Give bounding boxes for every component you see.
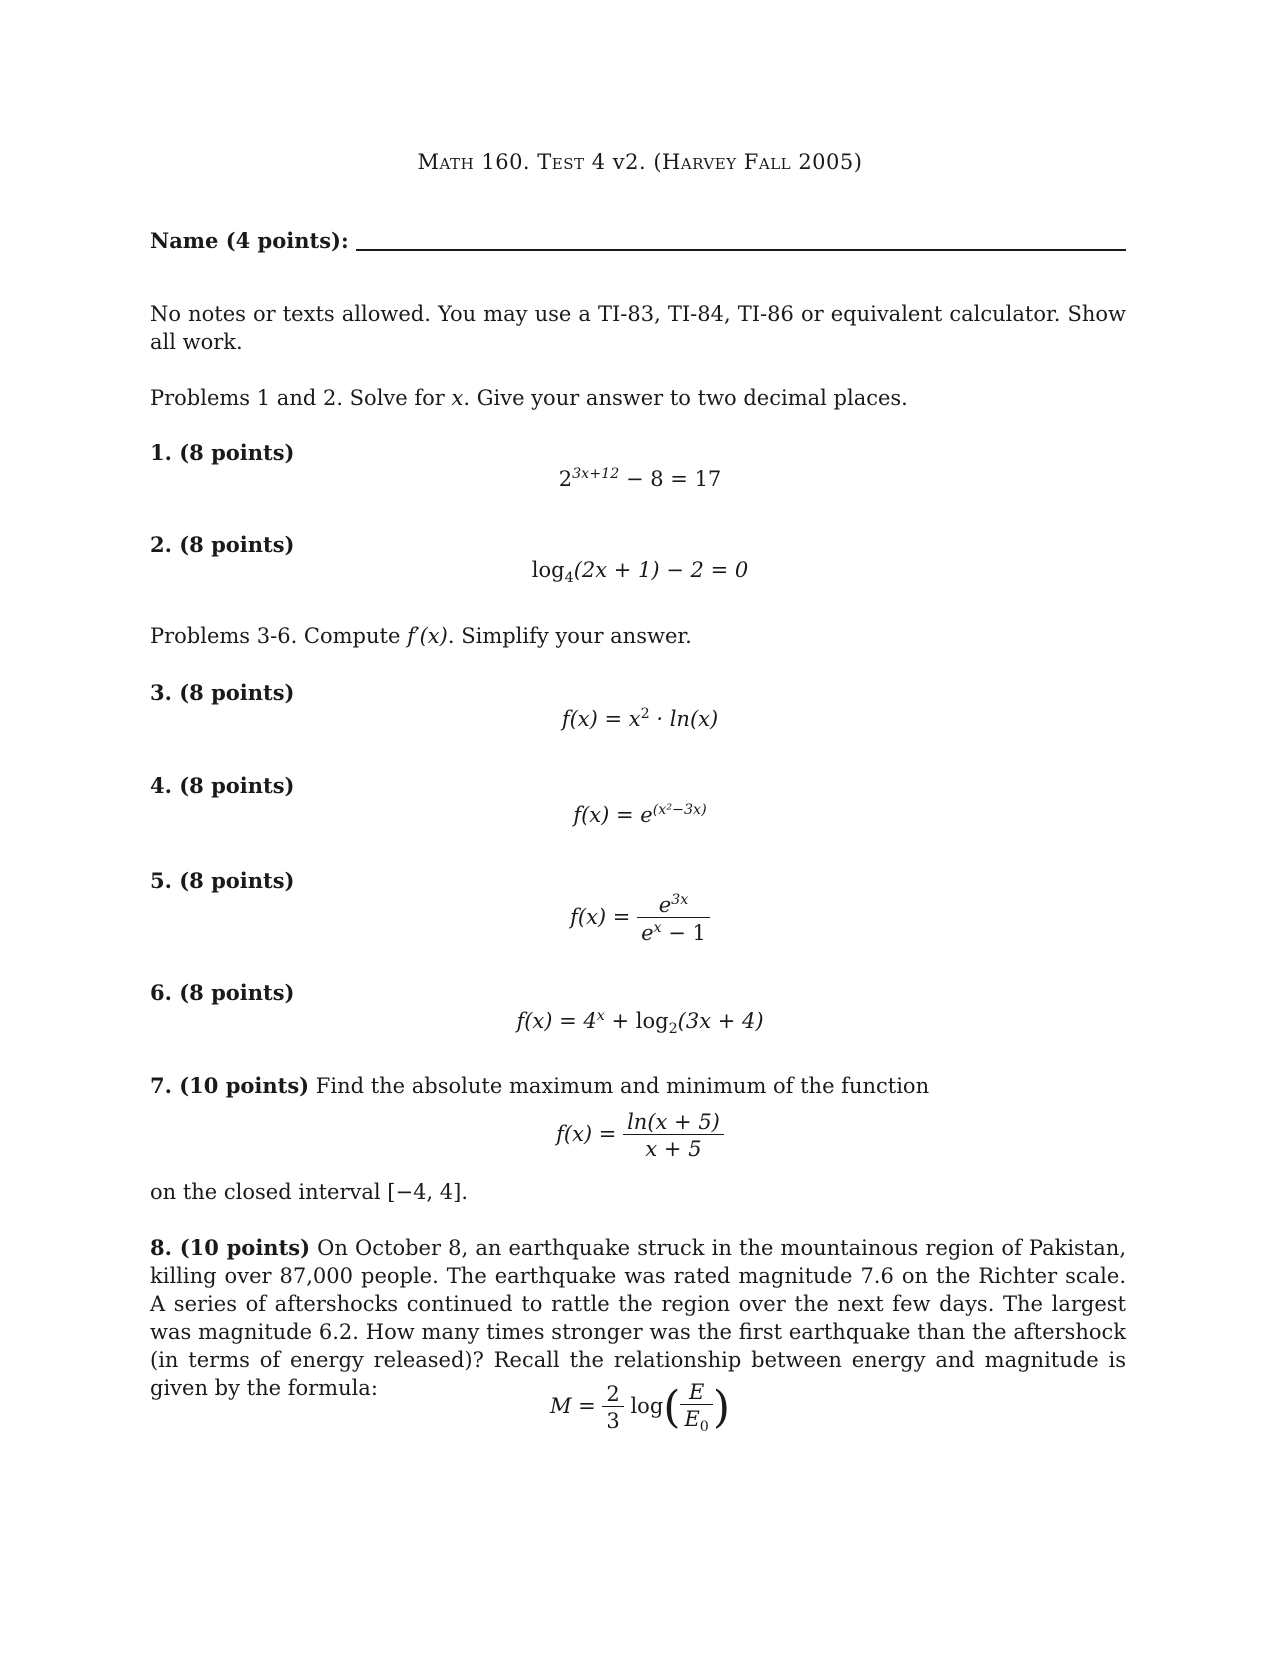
problem-2-label: 2. (8 points) (150, 532, 295, 557)
problem-8-statement (150, 1234, 1126, 1402)
eq-part: f(x) = e (573, 802, 653, 827)
eq-part: − 1 (661, 920, 706, 945)
fraction-numerator (637, 892, 710, 917)
title-part: 4 v2. ( (591, 150, 663, 174)
name-label: Name (4 points): (150, 228, 349, 253)
section-text: . Give your answer to two decimal places. (463, 386, 908, 410)
section-instructions-2 (150, 622, 1126, 650)
fraction-denominator: 3 (602, 1406, 623, 1433)
section-text: . Simplify your answer. (447, 624, 692, 648)
eq-part: f(x) = (570, 904, 631, 929)
eq-exponent: x (653, 919, 662, 936)
page-title (0, 150, 1280, 174)
eq-part: − 8 = 17 (619, 466, 722, 491)
problem-5-label: 5. (8 points) (150, 868, 295, 893)
section-instructions-1 (150, 384, 1126, 412)
eq-exponent: x (596, 1008, 605, 1024)
eq-fraction (680, 1380, 712, 1435)
eq-part: log (531, 558, 565, 582)
title-part: Math (417, 150, 475, 174)
title-part: Test (537, 150, 585, 174)
title-part: Harvey Fall (662, 150, 792, 174)
problem-8-label: 8. (10 points) (150, 1235, 311, 1260)
right-paren: ) (712, 1382, 731, 1433)
fraction-denominator (680, 1404, 712, 1435)
eq-exponent: 3x+12 (572, 466, 620, 482)
eq-part: f(x) = x (561, 706, 641, 731)
eq-fraction (623, 1110, 724, 1161)
name-line[interactable] (356, 249, 1126, 251)
fraction-numerator: 2 (606, 1382, 620, 1406)
eq-exponent: 2 (640, 706, 650, 722)
eq-part: (2x + 1) − 2 = 0 (573, 558, 749, 582)
problem-7-after: on the closed interval [−4, 4]. (150, 1180, 469, 1204)
eq-part: E (684, 1407, 700, 1431)
eq-fraction (637, 892, 710, 945)
eq-part: e (641, 920, 654, 945)
eq-part: + log (604, 1008, 669, 1033)
eq-part: f(x) = (556, 1122, 617, 1146)
fraction-denominator: x + 5 (623, 1134, 724, 1161)
eq-subscript: 0 (699, 1418, 709, 1435)
left-paren: ( (663, 1382, 681, 1433)
eq-fraction (602, 1382, 623, 1433)
problem-4-label: 4. (8 points) (150, 773, 295, 798)
problem-6-equation (0, 1008, 1280, 1037)
eq-exponent: 3x (671, 892, 689, 908)
instructions: No notes or texts allowed. You may use a TI-83, TI-84, TI-86 or equivalent calculator. Show all work. (150, 302, 1126, 354)
eq-part: (3x + 4) (677, 1008, 764, 1033)
eq-part: f(x) = 4 (516, 1008, 597, 1033)
problem-7-label: 7. (10 points) (150, 1073, 310, 1098)
problem-1-equation (0, 466, 1280, 491)
problem-3-equation (0, 706, 1280, 731)
fraction-numerator: E (688, 1380, 705, 1404)
eq-part: 2 (558, 466, 573, 491)
eq-subscript: 4 (564, 569, 574, 586)
problem-7-equation (0, 1110, 1280, 1161)
section-var: x (451, 386, 464, 410)
title-part: 2005) (798, 150, 863, 174)
problem-3-label: 3. (8 points) (150, 680, 295, 705)
eq-exponent: (x²−3x) (652, 802, 707, 818)
problem-text: Find the absolute maximum and minimum of the function (309, 1074, 930, 1098)
section-text: Problems 1 and 2. Solve for (150, 386, 452, 410)
problem-1-label: 1. (8 points) (150, 440, 295, 465)
problem-text: On October 8, an earthquake struck in the mountainous region of Pakistan, killing over 87,000 people. The earthquake was rated magnitude 7.6 on the Richter scale. A series of aftershocks continued to rattle the region over the next few days. The largest was magnitude 6.2. How many times stronger was the first earthquake than the aftershock (in terms of energy released)? Recall the relationship between energy and magnitude is given by the formula: (150, 1236, 1126, 1400)
section-fprime: f′(x) (407, 624, 448, 648)
section-text: Problems 3-6. Compute (150, 624, 408, 648)
problem-5-equation (0, 892, 1280, 945)
eq-part: e (658, 892, 672, 917)
problem-7-statement (150, 1072, 1126, 1100)
eq-part: M = (549, 1394, 596, 1418)
eq-subscript: 2 (668, 1020, 678, 1037)
fraction-denominator (637, 917, 710, 945)
problem-2-equation (0, 558, 1280, 586)
problem-4-equation (0, 802, 1280, 827)
problem-8-equation (0, 1380, 1280, 1435)
fraction-numerator: ln(x + 5) (627, 1110, 720, 1134)
eq-part: log (630, 1394, 664, 1418)
eq-part: · ln(x) (649, 706, 719, 731)
title-part: 160. (481, 150, 538, 174)
problem-6-label: 6. (8 points) (150, 980, 295, 1005)
